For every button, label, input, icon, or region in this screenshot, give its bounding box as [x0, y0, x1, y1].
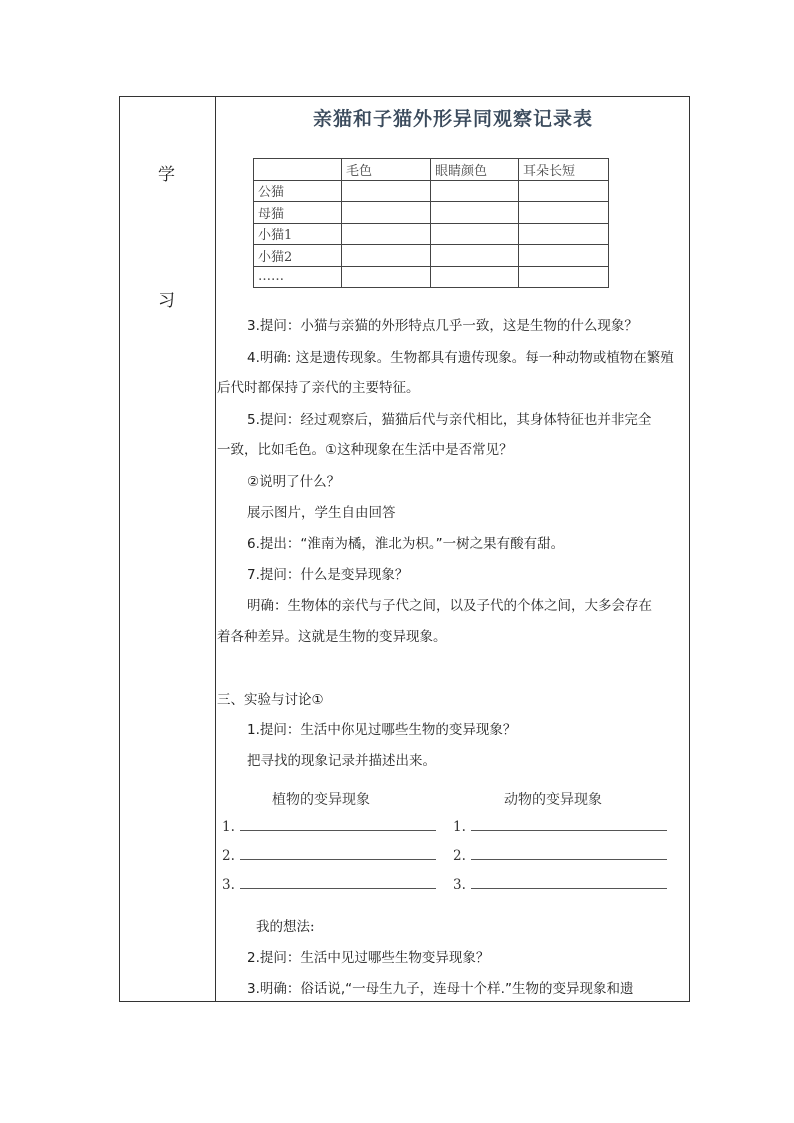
paragraph-line: 2.提问：生活中见过哪些生物变异现象？	[247, 950, 490, 966]
paragraph-line: 后代时都保持了亲代的主要特征。	[217, 380, 420, 396]
table-row	[254, 245, 609, 267]
row-label: ……	[254, 266, 342, 288]
blank-number: 3.	[453, 877, 466, 893]
paragraph-line: 3.提问：小猫与亲猫的外形特点几乎一致，这是生物的什么现象？	[247, 318, 638, 334]
animal-blank-1[interactable]	[453, 818, 667, 835]
animal-blank-3[interactable]	[453, 876, 667, 893]
blank-line[interactable]	[240, 818, 436, 831]
table-cell[interactable]	[342, 202, 431, 224]
table-cell[interactable]	[431, 223, 519, 245]
paragraph-line: 3.明确：俗话说,“一母生九子，连母十个样.”生物的变异现象和遗	[247, 981, 634, 997]
paragraph-line: ②说明了什么？	[247, 474, 341, 490]
blank-number: 2.	[222, 848, 235, 864]
plants-column-heading: 植物的变异现象	[272, 792, 370, 808]
paragraph-line: 明确：生物体的亲代与子代之间，以及子代的个体之间，大多会存在	[247, 598, 652, 614]
blank-line[interactable]	[471, 847, 667, 860]
paragraph-line: 着各种差异。这就是生物的变异现象。	[217, 629, 447, 645]
table-cell[interactable]	[519, 245, 609, 267]
paragraph-line: 展示图片，学生自由回答	[247, 505, 396, 521]
paragraph-line: 6.提出：“淮南为橘，淮北为枳。”一树之果有酸有甜。	[247, 536, 565, 552]
paragraph-line: 1.提问：生活中你见过哪些生物的变异现象？	[247, 722, 517, 738]
paragraph-line: 4.明确: 这是遗传现象。生物都具有遗传现象。每一种动物或植物在繁殖	[247, 350, 674, 366]
observation-table	[253, 158, 609, 288]
plant-blank-3[interactable]	[222, 876, 436, 893]
table-cell[interactable]	[342, 245, 431, 267]
page-title: 亲猫和子猫外形异同观察记录表	[312, 108, 593, 130]
animals-column-heading: 动物的变异现象	[504, 792, 602, 808]
table-header-row	[254, 159, 609, 181]
table-row	[254, 223, 609, 245]
table-row	[254, 180, 609, 202]
blank-number: 3.	[222, 877, 235, 893]
paragraph-line: 7.提问：什么是变异现象？	[247, 567, 409, 583]
plant-blank-2[interactable]	[222, 847, 436, 864]
paragraph-line: 一致，比如毛色。①这种现象在生活中是否常见？	[217, 442, 513, 458]
table-cell[interactable]	[342, 180, 431, 202]
row-label: 小猫2	[254, 245, 342, 267]
table-cell[interactable]	[342, 266, 431, 288]
animal-blank-2[interactable]	[453, 847, 667, 864]
my-thoughts-label: 我的想法:	[256, 919, 315, 935]
blank-line[interactable]	[471, 876, 667, 889]
row-label: 公猫	[254, 180, 342, 202]
table-cell[interactable]	[519, 180, 609, 202]
table-cell[interactable]	[519, 202, 609, 224]
blank-line[interactable]	[240, 847, 436, 860]
section-heading: 三、实验与讨论①	[217, 692, 324, 708]
row-label: 母猫	[254, 202, 342, 224]
blank-number: 1.	[222, 819, 235, 835]
paragraph-line: 把寻找的现象记录并描述出来。	[247, 753, 436, 769]
table-cell[interactable]	[519, 266, 609, 288]
table-cell[interactable]	[431, 266, 519, 288]
blank-line[interactable]	[471, 818, 667, 831]
column-divider	[215, 96, 216, 1002]
plant-blank-1[interactable]	[222, 818, 436, 835]
side-label-xue: 学	[158, 165, 175, 185]
blank-number: 2.	[453, 848, 466, 864]
table-cell[interactable]	[431, 180, 519, 202]
table-header-cell	[254, 159, 342, 181]
table-header-cell: 毛色	[342, 159, 431, 181]
blank-number: 1.	[453, 819, 466, 835]
paragraph-line: 5.提问：经过观察后，猫猫后代与亲代相比，其身体特征也并非完全	[247, 412, 652, 428]
table-row	[254, 202, 609, 224]
side-label-xi: 习	[158, 291, 175, 311]
row-label: 小猫1	[254, 223, 342, 245]
table-cell[interactable]	[519, 223, 609, 245]
table-header-cell: 耳朵长短	[519, 159, 609, 181]
table-cell[interactable]	[431, 245, 519, 267]
table-header-cell: 眼睛颜色	[431, 159, 519, 181]
blank-line[interactable]	[240, 876, 436, 889]
table-cell[interactable]	[431, 202, 519, 224]
table-cell[interactable]	[342, 223, 431, 245]
table-row	[254, 266, 609, 288]
